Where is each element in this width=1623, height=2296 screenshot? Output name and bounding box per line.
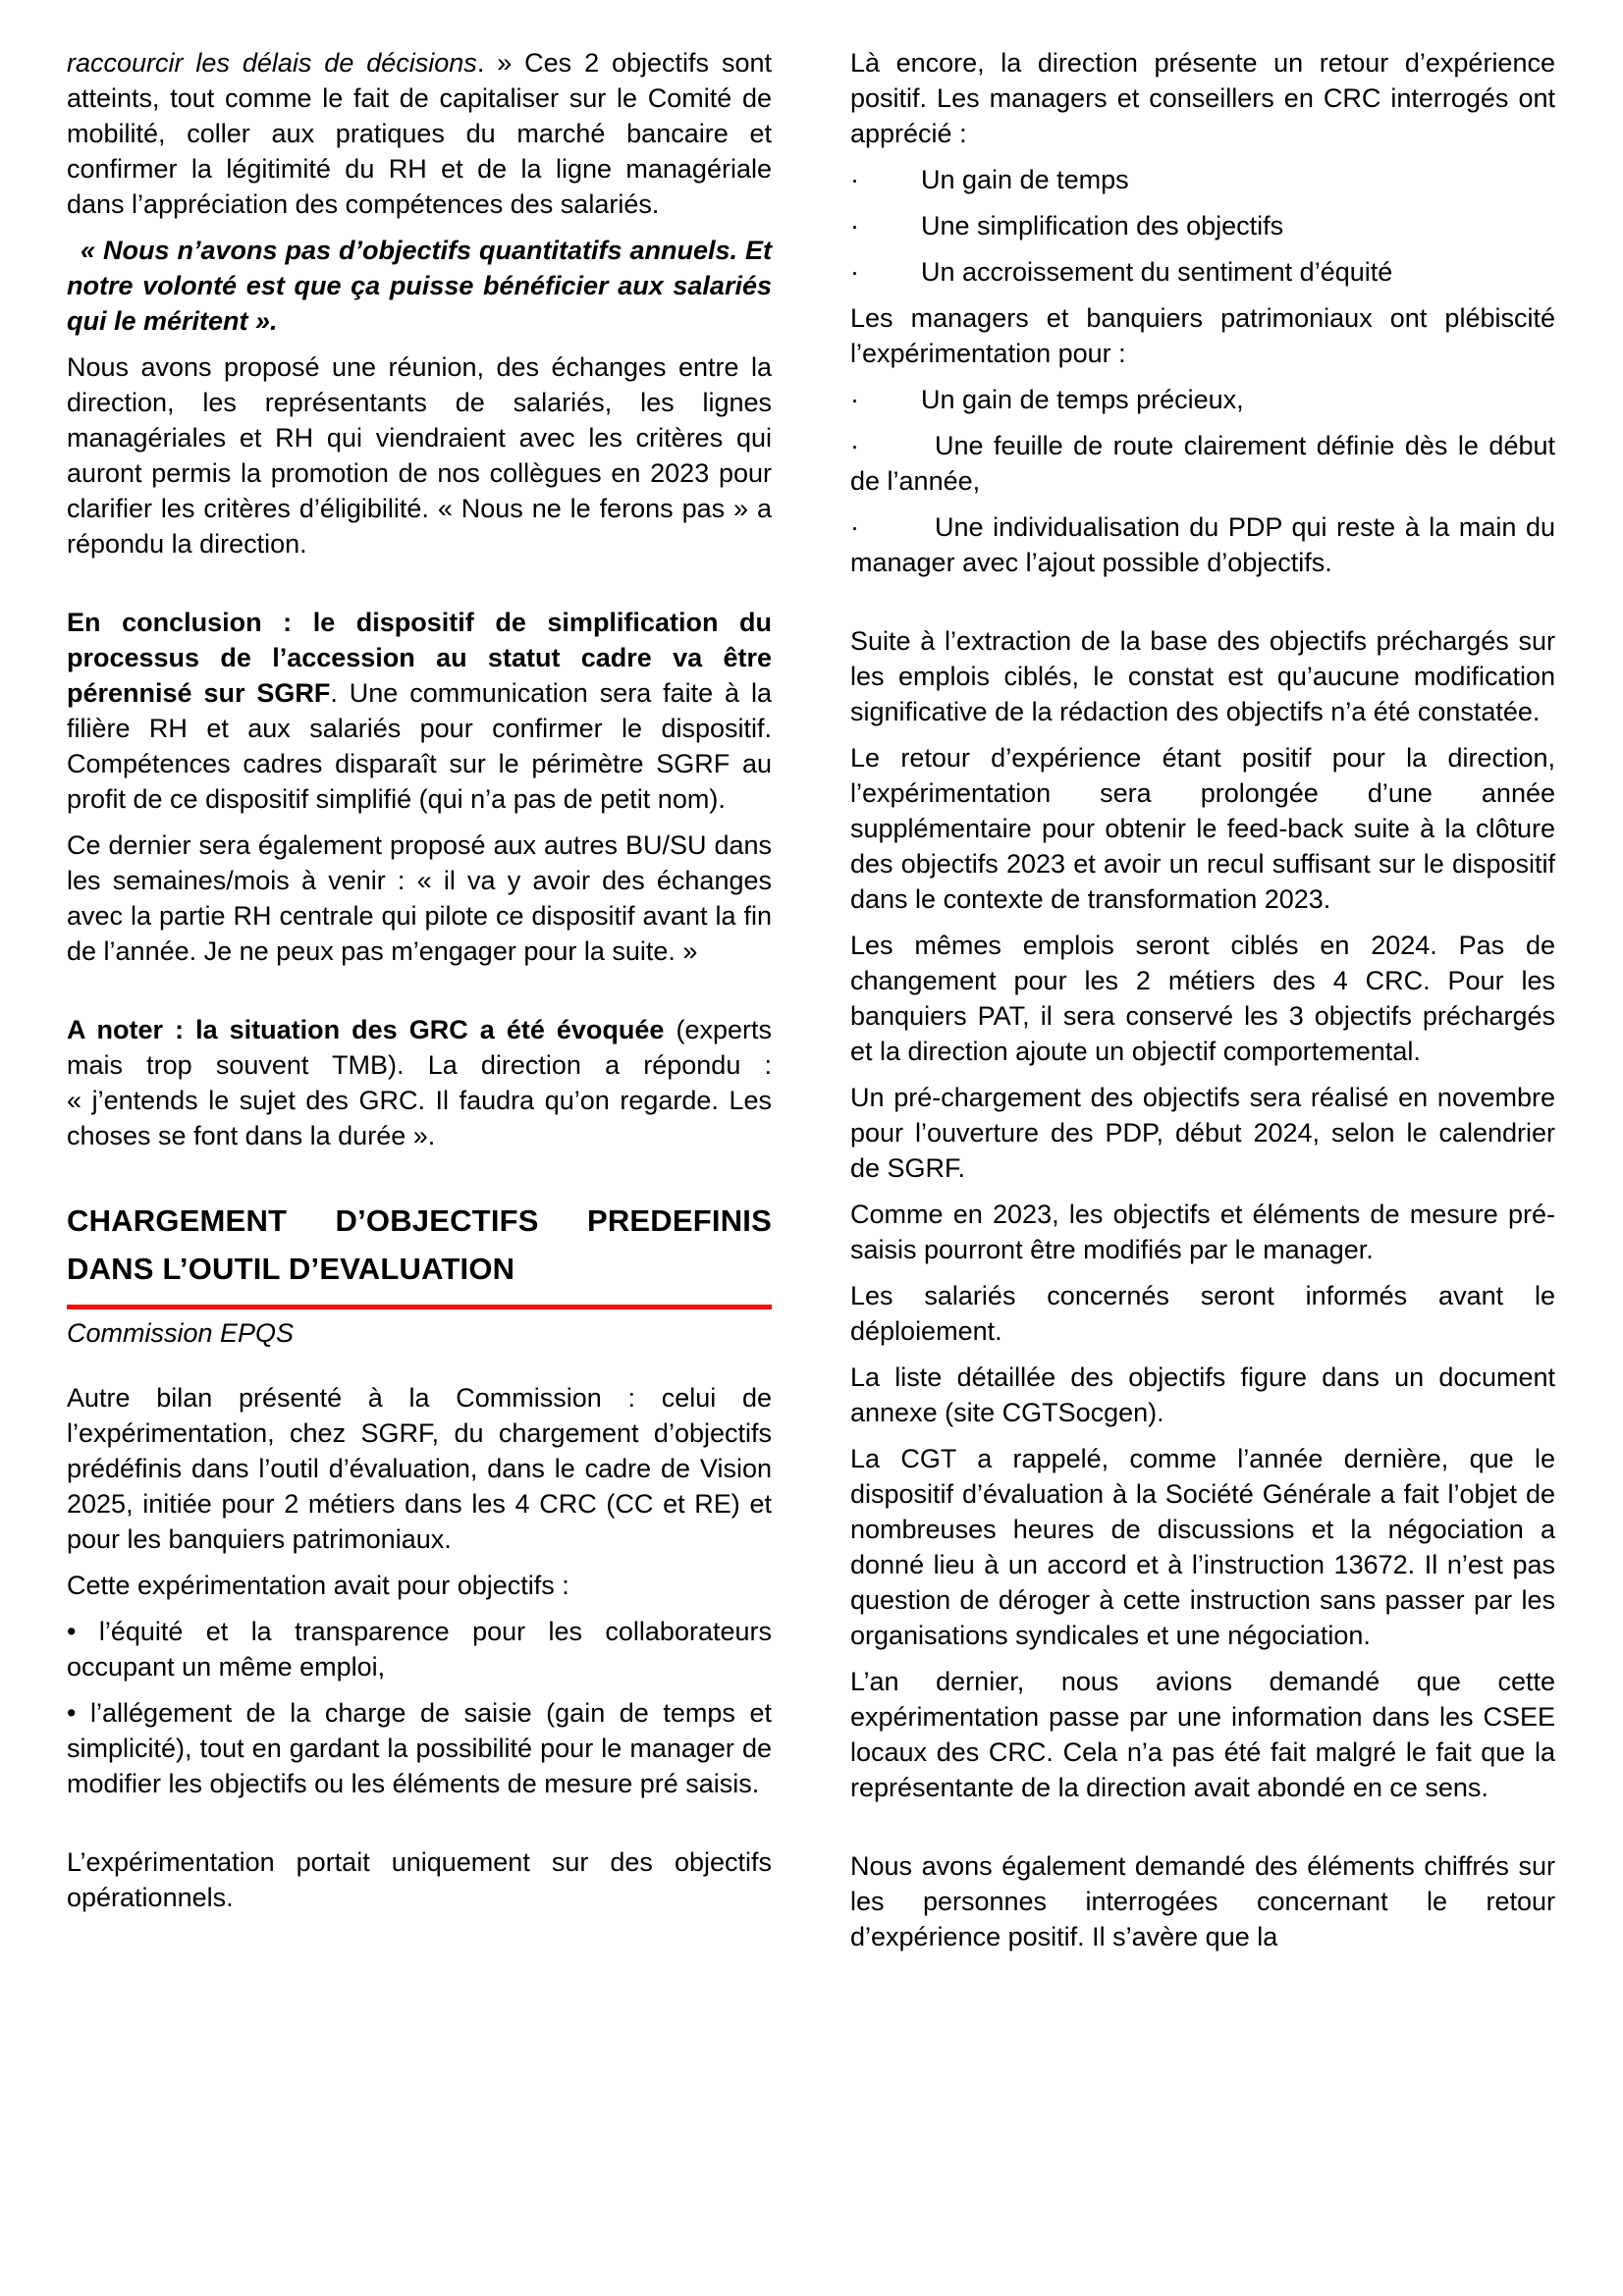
paragraph-extraction: Suite à l’extraction de la base des objectifs préchargés sur les emplois ciblés, le constat est qu’aucune modification significative de la rédaction des objectifs n’a été constatée. <box>850 626 1555 726</box>
paragraph-employees-informed: Les salariés concernés seront informés avant le déploiement. <box>850 1281 1555 1346</box>
bullet-item-workload: • l’allégement de la charge de saisie (gain de temps et simplicité), tout en gardant la possibilité pour le manager de modifier les objectifs ou les éléments de mesure pré saisis. <box>67 1698 772 1798</box>
paragraph-text: . » Ces 2 objectifs sont atteints, tout comme le fait de capitaliser sur le Comité de mobilité, coller aux pratiques du marché bancaire et confirmer la légitimité du RH et de la ligne managériale dans l’appréciation des compétences des salariés. <box>67 48 772 219</box>
paragraph-objectives-list-annex: La liste détaillée des objectifs figure dans un document annexe (site CGTSocgen). <box>850 1362 1555 1427</box>
two-column-layout <box>67 45 1554 1965</box>
paragraph-preloading-november: Un pré-chargement des objectifs sera réalisé en novembre pour l’ouverture des PDP, début 2024, selon le calendrier de SGRF. <box>850 1083 1555 1183</box>
list-item-time-saving <box>850 162 1555 197</box>
dot-bullet-icon: · <box>850 165 859 194</box>
paragraph-text: . Une communication sera faite à la filière RH et aux salariés pour confirmer le dispositif. Compétences cadres disparaît sur le périmètre SGRF au profit de ce dispositif simplifié (qui n’a pas de petit nom). <box>67 678 772 814</box>
quote-fragment-italic: raccourcir les délais de décisions <box>67 48 477 78</box>
list-item-simplification <box>850 208 1555 243</box>
list-item-text: Une individualisation du PDP qui reste à la main du manager avec l’ajout possible d’objectifs. <box>850 512 1555 577</box>
dot-bullet-icon: · <box>850 431 859 460</box>
paragraph-meeting-proposal: Nous avons proposé une réunion, des échanges entre la direction, les représentants de salariés, les lignes managériales et RH qui viendraient avec les critères qui auront permis la promotion de nos collègues en 2023 pour clarifier les critères d’éligibilité. « Nous ne le ferons pas » a répondu la direction. <box>67 352 772 559</box>
paragraph-other-bu-su: Ce dernier sera également proposé aux autres BU/SU dans les semaines/mois à venir : « il va y avoir des échanges avec la partie RH centrale qui pilote ce dispositif avant la fin de l’année. Je ne peux pas m’engager pour la suite. » <box>67 830 772 966</box>
conclusion-lead-bold: En conclusion : le dispositif de simplification du processus de l’accession au statut cadre va être pérennisé sur SGRF <box>67 608 772 708</box>
left-column <box>67 45 772 1965</box>
list-item-roadmap <box>850 428 1555 499</box>
paragraph-text: (experts mais trop souvent TMB). La direction a répondu : « j’entends le sujet des GRC. Il faudra qu’on regarde. Les choses se font dans la durée ». <box>67 1015 772 1150</box>
list-item-text: Une feuille de route clairement définie dès le début de l’année, <box>850 431 1555 496</box>
paragraph-operational-objectives: L’expérimentation portait uniquement sur des objectifs opérationnels. <box>67 1847 772 1912</box>
list-item-text: Un accroissement du sentiment d’équité <box>921 257 1393 287</box>
paragraph-modifiable-by-manager: Comme en 2023, les objectifs et éléments de mesure pré-saisis pourront être modifiés par le manager. <box>850 1200 1555 1264</box>
list-item-pdp-individualisation <box>850 509 1555 580</box>
paragraph-positive-feedback: Là encore, la direction présente un retour d’expérience positif. Les managers et conseillers en CRC interrogés ont apprécié : <box>850 48 1555 148</box>
paragraph-same-jobs-2024: Les mêmes emplois seront ciblés en 2024. Pas de changement pour les 2 métiers des 4 CRC. Pour les banquiers PAT, il sera conservé les 3 objectifs préchargés et la direction ajoute un objectif comportemental. <box>850 931 1555 1066</box>
section-heading: CHARGEMENT D’OBJECTIFS PREDEFINIS DANS L’OUTIL D’EVALUATION <box>67 1197 772 1309</box>
list-item-equity-feeling <box>850 254 1555 290</box>
list-item-text: Un gain de temps <box>921 165 1129 194</box>
paragraph-managers-bankers: Les managers et banquiers patrimoniaux ont plébiscité l’expérimentation pour : <box>850 303 1555 368</box>
paragraph-objectives-met <box>67 45 772 222</box>
dot-bullet-icon: · <box>850 211 859 240</box>
dot-bullet-icon: · <box>850 512 859 542</box>
paragraph-cgt-reminder: La CGT a rappelé, comme l’année dernière, que le dispositif d’évaluation à la Société Générale a fait l’objet de nombreuses heures de discussions et la négociation a donné lieu à un accord et à l’instruction 13672. Il n’est pas question de déroger à cette instruction sans passer par les organisations syndicales et une négociation. <box>850 1444 1555 1650</box>
paragraph-conclusion <box>67 605 772 817</box>
paragraph-grc-note <box>67 1012 772 1153</box>
note-lead-bold: A noter : la situation des GRC a été évoquée <box>67 1015 665 1044</box>
right-column <box>850 45 1555 1965</box>
list-item-precious-time <box>850 382 1555 417</box>
bullet-item-equity: • l’équité et la transparence pour les collaborateurs occupant un même emploi, <box>67 1617 772 1682</box>
paragraph-figures-request: Nous avons également demandé des éléments chiffrés sur les personnes interrogées concernant le retour d’expérience positif. Il s’avère que la <box>850 1851 1555 1951</box>
paragraph-other-review: Autre bilan présenté à la Commission : celui de l’expérimentation, chez SGRF, du chargement d’objectifs prédéfinis dans l’outil d’évaluation, dans le cadre de Vision 2025, initiée pour 2 métiers dans les 4 CRC (CC et RE) et pour les banquiers patrimoniaux. <box>67 1383 772 1554</box>
list-item-text: Un gain de temps précieux, <box>921 385 1244 414</box>
paragraph-prolongation: Le retour d’expérience étant positif pour la direction, l’expérimentation sera prolongée d’une année supplémentaire pour obtenir le feed-back suite à la clôture des objectifs 2023 et avoir un recul suffisant sur le dispositif dans le contexte de transformation 2023. <box>850 743 1555 914</box>
section-subtitle: Commission EPQS <box>67 1318 295 1348</box>
paragraph-experiment-goals: Cette expérimentation avait pour objectifs : <box>67 1571 569 1600</box>
paragraph-direction-quote: « Nous n’avons pas d’objectifs quantitatifs annuels. Et notre volonté est que ça puisse bénéficier aux salariés qui le méritent ». <box>67 236 772 336</box>
dot-bullet-icon: · <box>850 257 859 287</box>
paragraph-csee-information: L’an dernier, nous avions demandé que cette expérimentation passe par une information dans les CSEE locaux des CRC. Cela n’a pas été fait malgré le fait que la représentante de la direction avait abondé en ce sens. <box>850 1667 1555 1802</box>
list-item-text: Une simplification des objectifs <box>921 211 1284 240</box>
dot-bullet-icon: · <box>850 385 859 414</box>
